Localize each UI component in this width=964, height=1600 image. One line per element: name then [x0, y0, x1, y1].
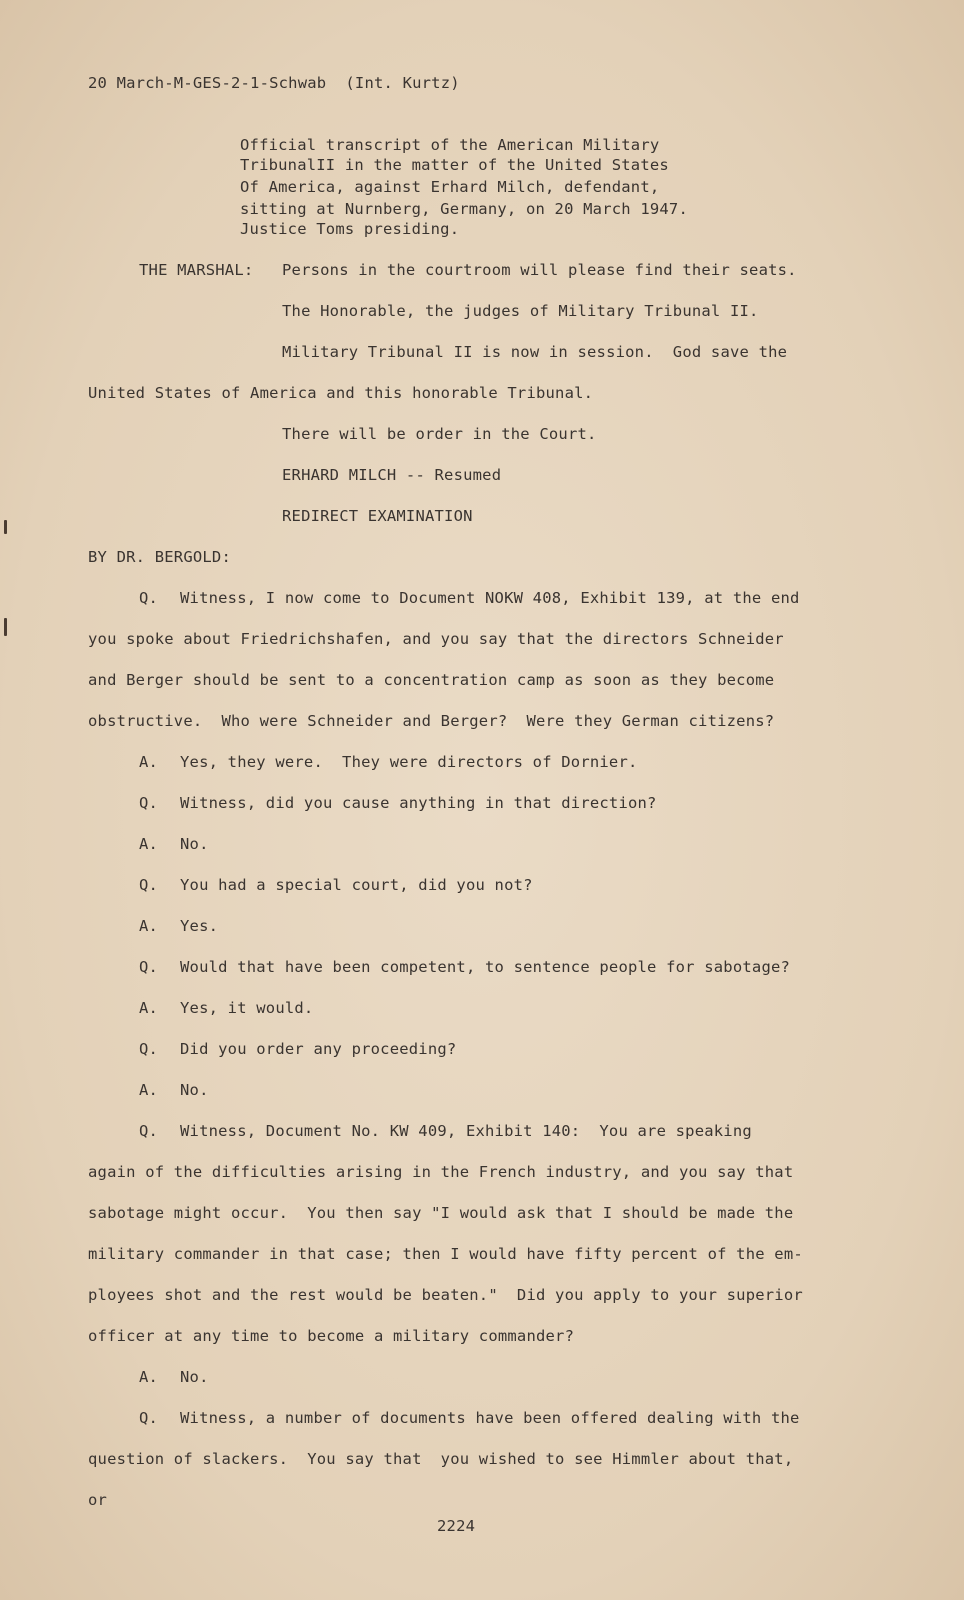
answer-text: No.	[180, 835, 209, 853]
page-edge-mark	[4, 618, 7, 636]
examiner-line: BY DR. BERGOLD:	[88, 548, 231, 566]
answer-label: A.	[139, 999, 159, 1017]
question-text: You had a special court, did you not?	[180, 876, 533, 894]
page-number: 2224	[437, 1517, 476, 1535]
answer-label: A.	[139, 835, 159, 853]
speaker-label: THE MARSHAL:	[139, 261, 254, 279]
question-label: Q.	[139, 1409, 159, 1427]
question-text: obstructive. Who were Schneider and Berger? Were they German citizens?	[88, 712, 775, 730]
answer-text: No.	[180, 1368, 209, 1386]
marshal-order: There will be order in the Court.	[282, 425, 597, 443]
question-text: sabotage might occur. You then say "I would ask that I should be made the	[88, 1204, 794, 1222]
question-text: Witness, I now come to Document NOKW 408, Exhibit 139, at the end	[180, 589, 800, 607]
caption-line: Official transcript of the American Military	[240, 136, 660, 154]
question-text: officer at any time to become a military commander?	[88, 1327, 575, 1345]
answer-label: A.	[139, 917, 159, 935]
question-label: Q.	[139, 876, 159, 894]
exam-heading: REDIRECT EXAMINATION	[282, 507, 473, 525]
question-label: Q.	[139, 589, 159, 607]
answer-label: A.	[139, 1081, 159, 1099]
question-text: Witness, Document No. KW 409, Exhibit 140: You are speaking	[180, 1122, 752, 1140]
caption-line: Of America, against Erhard Milch, defendant,	[240, 178, 660, 196]
question-text: you spoke about Friedrichshafen, and you say that the directors Schneider	[88, 630, 784, 648]
question-text: again of the difficulties arising in the French industry, and you say that	[88, 1163, 794, 1181]
witness-heading: ERHARD MILCH -- Resumed	[282, 466, 502, 484]
marshal-continuation: United States of America and this honorable Tribunal.	[88, 384, 594, 402]
marshal-line: Military Tribunal II is now in session. God save the	[282, 343, 788, 361]
answer-text: Yes, they were. They were directors of Dornier.	[180, 753, 638, 771]
header-reference	[88, 73, 460, 93]
question-label: Q.	[139, 794, 159, 812]
answer-label: A.	[139, 753, 159, 771]
answer-text: Yes.	[180, 917, 219, 935]
caption-line: sitting at Nurnberg, Germany, on 20 March 1947.	[240, 200, 688, 218]
question-text: Did you order any proceeding?	[180, 1040, 457, 1058]
question-text: military commander in that case; then I would have fifty percent of the em-	[88, 1245, 803, 1263]
question-text: Would that have been competent, to sentence people for sabotage?	[180, 958, 791, 976]
marshal-line: Persons in the courtroom will please find their seats.	[282, 261, 797, 279]
caption-line: Justice Toms presiding.	[240, 220, 460, 238]
header-reference-text: 20 March-M-GES-2-1-Schwab	[88, 74, 327, 92]
header-interpreter: (Int. Kurtz)	[345, 74, 460, 92]
question-text: ployees shot and the rest would be beaten." Did you apply to your superior	[88, 1286, 803, 1304]
marshal-line: The Honorable, the judges of Military Tribunal II.	[282, 302, 759, 320]
question-text: question of slackers. You say that you wished to see Himmler about that,	[88, 1450, 794, 1468]
question-label: Q.	[139, 958, 159, 976]
answer-label: A.	[139, 1368, 159, 1386]
question-label: Q.	[139, 1040, 159, 1058]
question-text: or	[88, 1491, 108, 1509]
question-label: Q.	[139, 1122, 159, 1140]
answer-text: Yes, it would.	[180, 999, 314, 1017]
answer-text: No.	[180, 1081, 209, 1099]
caption-line: TribunalII in the matter of the United States	[240, 156, 669, 174]
question-text: and Berger should be sent to a concentration camp as soon as they become	[88, 671, 775, 689]
question-text: Witness, a number of documents have been offered dealing with the	[180, 1409, 800, 1427]
page-edge-mark	[4, 520, 7, 534]
question-text: Witness, did you cause anything in that direction?	[180, 794, 657, 812]
